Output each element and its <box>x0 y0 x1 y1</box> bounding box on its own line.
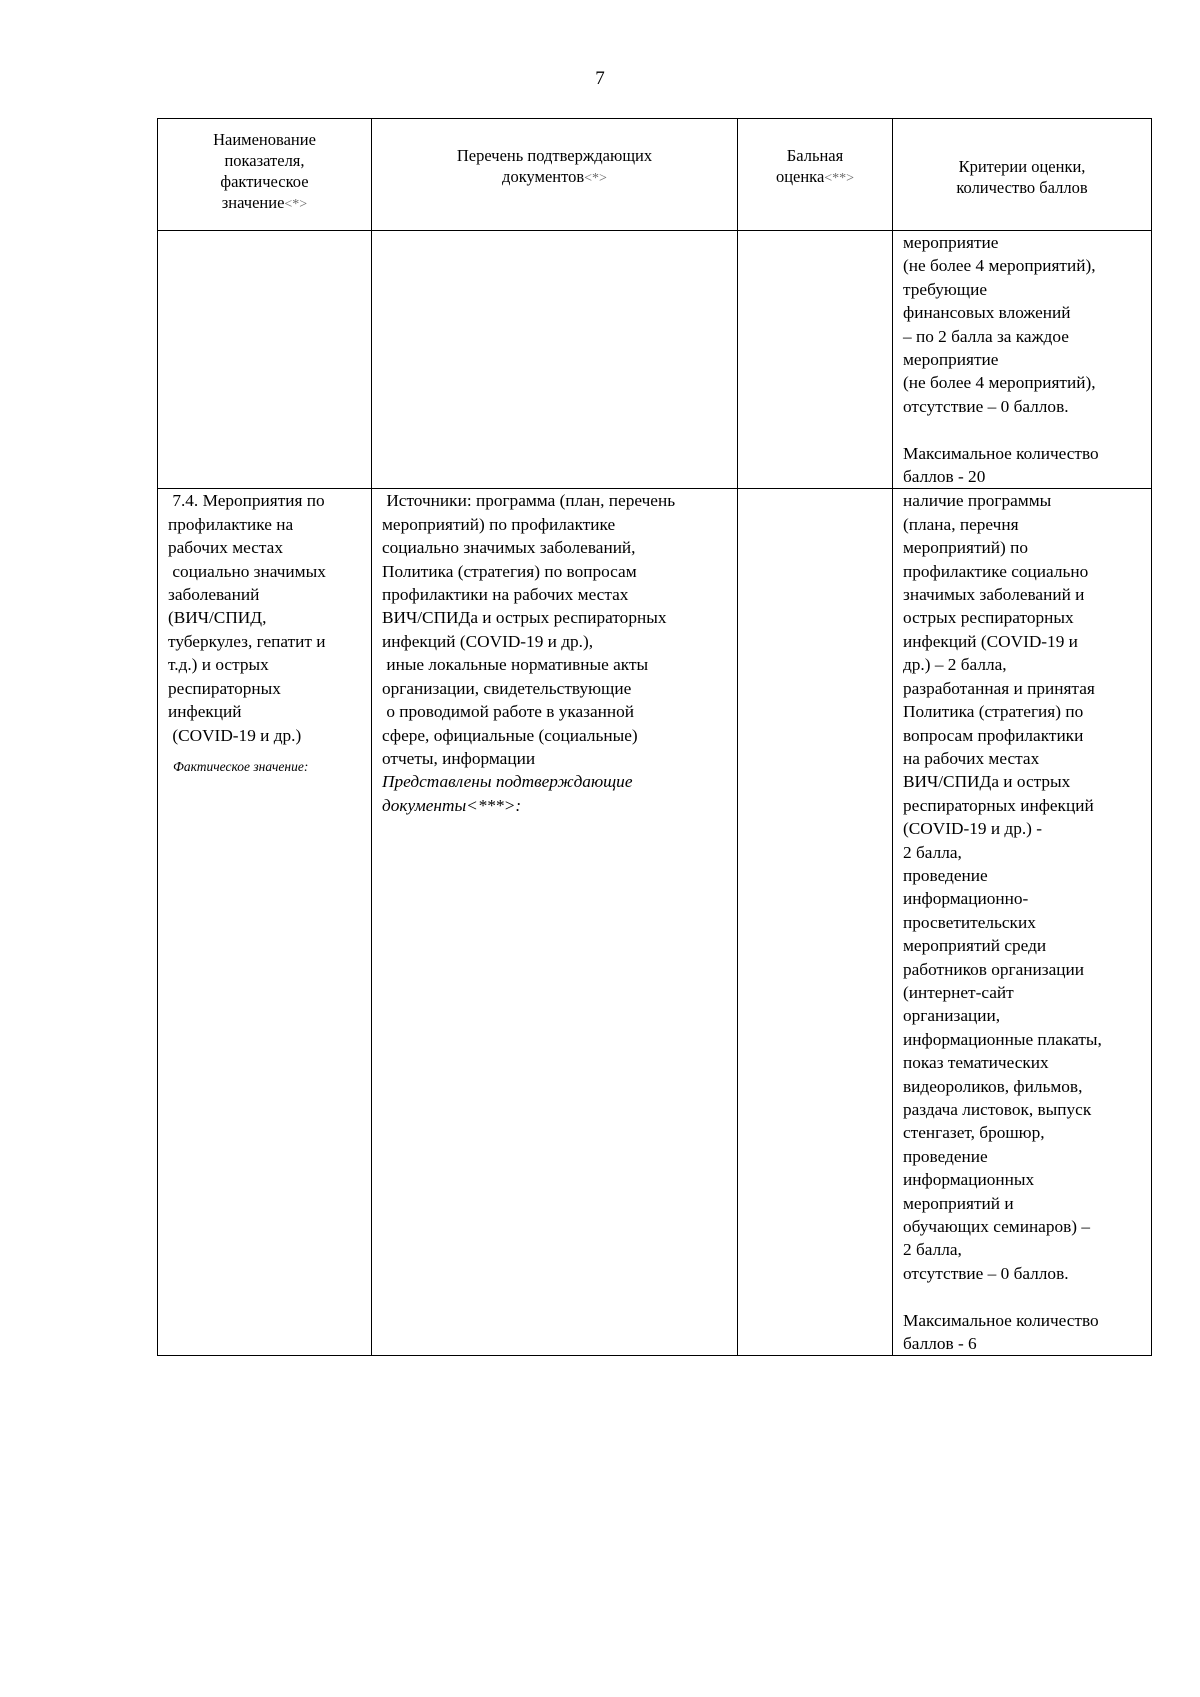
documents-line: отчеты, информации <box>382 748 536 768</box>
documents-line: профилактики на рабочих местах <box>382 585 629 605</box>
documents-line: организации, свидетельствующие <box>382 678 632 698</box>
criteria-line: (не более 4 мероприятий), <box>903 373 1096 393</box>
documents-line: сфере, официальные (социальные) <box>382 725 638 745</box>
max-points-line: Максимальное количество <box>903 1310 1099 1330</box>
documents-line: ВИЧ/СПИДа и острых респираторных <box>382 608 667 628</box>
documents-line: Политика (стратегия) по вопросам <box>382 561 637 581</box>
criteria-line: отсутствие – 0 баллов. <box>903 396 1069 416</box>
indicator-line: (COVID-19 и др.) <box>168 725 302 745</box>
criteria-line: острых респираторных <box>903 608 1074 628</box>
max-points-line: Максимальное количество <box>903 443 1099 463</box>
criteria-line: раздача листовок, выпуск <box>903 1100 1092 1120</box>
criteria-line: (не более 4 мероприятий), <box>903 256 1096 276</box>
indicator-line: рабочих местах <box>168 538 283 558</box>
header-score: Бальная оценка<**> <box>738 119 893 231</box>
criteria-line: на рабочих местах <box>903 748 1040 768</box>
indicator-line: социально значимых <box>168 561 326 581</box>
header-indicator: Наименование показателя, фактическое значение<*> <box>158 119 372 231</box>
criteria-line: др.) – 2 балла, <box>903 655 1007 675</box>
spacer <box>903 418 1147 441</box>
criteria-line: мероприятие <box>903 350 999 370</box>
footnote-mark: <*> <box>584 171 607 186</box>
criteria-line: информационно- <box>903 889 1029 909</box>
criteria-line: (плана, перечня <box>903 514 1019 534</box>
criteria-line: 2 балла, <box>903 842 962 862</box>
criteria-line: проведение <box>903 1146 988 1166</box>
footnote-mark: <*> <box>284 197 308 212</box>
indicator-line: (ВИЧ/СПИД, <box>168 608 267 628</box>
criteria-line: вопросам профилактики <box>903 725 1084 745</box>
documents-line: инфекций (COVID-19 и др.), <box>382 631 594 651</box>
cell-score-7-4 <box>738 489 893 1356</box>
cell-score-empty <box>738 231 893 489</box>
criteria-line: стенгазет, брошюр, <box>903 1123 1045 1143</box>
documents-line: мероприятий) по профилактике <box>382 514 616 534</box>
criteria-line: видеороликов, фильмов, <box>903 1076 1083 1096</box>
indicator-line: туберкулез, гепатит и <box>168 631 326 651</box>
criteria-line: (COVID-19 и др.) - <box>903 819 1042 839</box>
criteria-line: обучающих семинаров) – <box>903 1217 1091 1237</box>
criteria-line: просветительских <box>903 912 1036 932</box>
cell-indicator-7-4 <box>158 489 372 1356</box>
criteria-line: 2 балла, <box>903 1240 962 1260</box>
criteria-line: разработанная и принятая <box>903 678 1095 698</box>
criteria-line: проведение <box>903 865 988 885</box>
criteria-line: отсутствие – 0 баллов. <box>903 1263 1069 1283</box>
criteria-line: наличие программы <box>903 491 1052 511</box>
criteria-line: профилактике социально <box>903 561 1089 581</box>
indicator-line: респираторных <box>168 678 281 698</box>
footnote-mark: <**> <box>824 171 855 186</box>
criteria-line: мероприятий) по <box>903 538 1028 558</box>
criteria-line: информационных <box>903 1170 1035 1190</box>
indicator-line: т.д.) и острых <box>168 655 269 675</box>
criteria-line: работников организации <box>903 959 1084 979</box>
criteria-line: мероприятий и <box>903 1193 1014 1213</box>
criteria-line: Политика (стратегия) по <box>903 702 1084 722</box>
criteria-line: организации, <box>903 1006 1001 1026</box>
table-row-continuation <box>158 231 1152 489</box>
documents-line: иные локальные нормативные акты <box>382 655 649 675</box>
documents-line: Источники: программа (план, перечень <box>382 491 676 511</box>
criteria-line: – по 2 балла за каждое <box>903 326 1069 346</box>
cell-documents-empty <box>372 231 738 489</box>
header-documents: Перечень подтверждающих документов<*> <box>372 119 738 231</box>
criteria-line: (интернет-сайт <box>903 982 1014 1002</box>
criteria-line: ВИЧ/СПИДа и острых <box>903 772 1071 792</box>
indicator-line: заболеваний <box>168 585 260 605</box>
documents-provided-line: документы<***>: <box>382 795 522 815</box>
spacer <box>903 1285 1147 1308</box>
table-row-7-4 <box>158 489 1152 1356</box>
cell-criteria-7-4 <box>893 489 1152 1356</box>
fact-value-label: Фактическое значение: <box>173 758 309 774</box>
cell-indicator-empty <box>158 231 372 489</box>
criteria-line: инфекций (COVID-19 и <box>903 631 1078 651</box>
documents-line: социально значимых заболеваний, <box>382 538 636 558</box>
documents-line: о проводимой работе в указанной <box>382 702 635 722</box>
criteria-line: значимых заболеваний и <box>903 585 1085 605</box>
criteria-line: респираторных инфекций <box>903 795 1094 815</box>
documents-provided-line: Представлены подтверждающие <box>382 772 633 792</box>
indicator-line: инфекций <box>168 702 242 722</box>
criteria-line: информационные плакаты, <box>903 1029 1102 1049</box>
max-points-line: баллов - 6 <box>903 1334 977 1354</box>
indicator-line: профилактике на <box>168 514 294 534</box>
table-header-row <box>158 119 1152 231</box>
criteria-line: мероприятий среди <box>903 936 1047 956</box>
criteria-line: требующие <box>903 279 987 299</box>
cell-documents-7-4 <box>372 489 738 1356</box>
cell-criteria-continuation <box>893 231 1152 489</box>
page-number: 7 <box>595 68 605 89</box>
indicator-line: 7.4. Мероприятия по <box>168 491 325 511</box>
criteria-line: показ тематических <box>903 1053 1049 1073</box>
criteria-line: финансовых вложений <box>903 303 1071 323</box>
max-points-line: баллов - 20 <box>903 467 986 487</box>
criteria-line: мероприятие <box>903 233 999 252</box>
header-criteria: Критерии оценки, количество баллов <box>893 119 1152 231</box>
evaluation-table <box>157 118 1152 1356</box>
